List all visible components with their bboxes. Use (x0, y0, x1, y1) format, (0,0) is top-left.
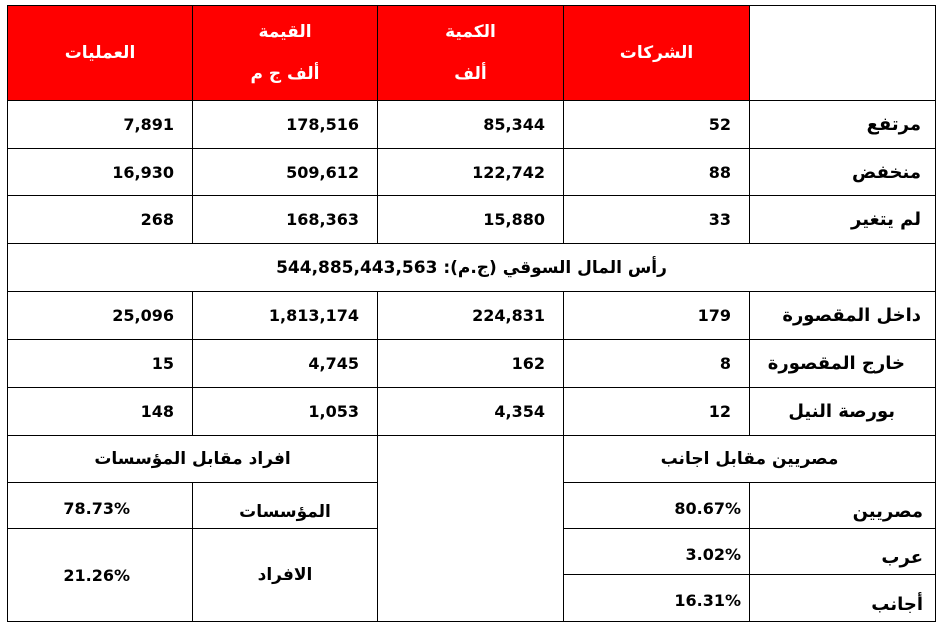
row-label-nile: بورصة النيل (749, 387, 936, 436)
market-cap: رأس المال السوقي (ج.م): 544,885,443,563 (7, 243, 936, 292)
row-down-value: 509,612 (192, 148, 378, 196)
header-quantity-unit: ألف (454, 64, 487, 84)
row-label-down: منخفض (749, 148, 936, 196)
row-outside-value: 4,745 (192, 339, 378, 388)
institutions-value-individuals: 21.26% (7, 528, 193, 622)
row-label-outside: خارج المقصورة (749, 339, 936, 388)
row-up-companies: 52 (563, 100, 750, 149)
row-nile-quantity: 4,354 (377, 387, 564, 436)
row-inside-companies: 179 (563, 291, 750, 340)
header-value-label: القيمة (258, 22, 312, 42)
row-label-inside: داخل المقصورة (749, 291, 936, 340)
row-inside-quantity: 224,831 (377, 291, 564, 340)
institutions-label-individuals: الافراد (192, 528, 378, 622)
row-down-companies: 88 (563, 148, 750, 196)
foreign-label-foreigners: أجانب (749, 574, 936, 622)
row-outside-quantity: 162 (377, 339, 564, 388)
header-quantity (377, 5, 564, 101)
foreign-label-egyptians: مصريين (749, 482, 936, 529)
foreign-value-egyptians: 80.67% (563, 482, 750, 529)
row-outside-companies: 8 (563, 339, 750, 388)
header-trades: العمليات (7, 5, 193, 101)
row-nile-companies: 12 (563, 387, 750, 436)
row-unchanged-quantity: 15,880 (377, 195, 564, 244)
foreign-value-arabs: 3.02% (563, 528, 750, 575)
row-unchanged-value: 168,363 (192, 195, 378, 244)
row-outside-trades: 15 (7, 339, 193, 388)
foreign-value-foreigners: 16.31% (563, 574, 750, 622)
foreign-label-arabs: عرب (749, 528, 936, 575)
header-corner-cell (749, 5, 936, 101)
row-down-trades: 16,930 (7, 148, 193, 196)
row-inside-trades: 25,096 (7, 291, 193, 340)
row-label-unchanged: لم يتغير (749, 195, 936, 244)
row-up-quantity: 85,344 (377, 100, 564, 149)
institutions-label-institutions: المؤسسات (192, 482, 378, 529)
row-nile-trades: 148 (7, 387, 193, 436)
institutions-section-title: افراد مقابل المؤسسات (7, 435, 378, 483)
header-quantity-label: الكمية (445, 22, 496, 42)
header-companies: الشركات (563, 5, 750, 101)
row-down-quantity: 122,742 (377, 148, 564, 196)
institutions-value-institutions: 78.73% (7, 482, 193, 529)
foreign-section-title: مصريين مقابل اجانب (563, 435, 936, 483)
header-value-unit: ألف ج م (250, 64, 320, 84)
header-value (192, 5, 378, 101)
row-unchanged-trades: 268 (7, 195, 193, 244)
row-up-value: 178,516 (192, 100, 378, 149)
row-inside-value: 1,813,174 (192, 291, 378, 340)
row-label-up: مرتفع (749, 100, 936, 149)
row-nile-value: 1,053 (192, 387, 378, 436)
row-unchanged-companies: 33 (563, 195, 750, 244)
row-up-trades: 7,891 (7, 100, 193, 149)
empty-spacer-cell (377, 435, 564, 622)
